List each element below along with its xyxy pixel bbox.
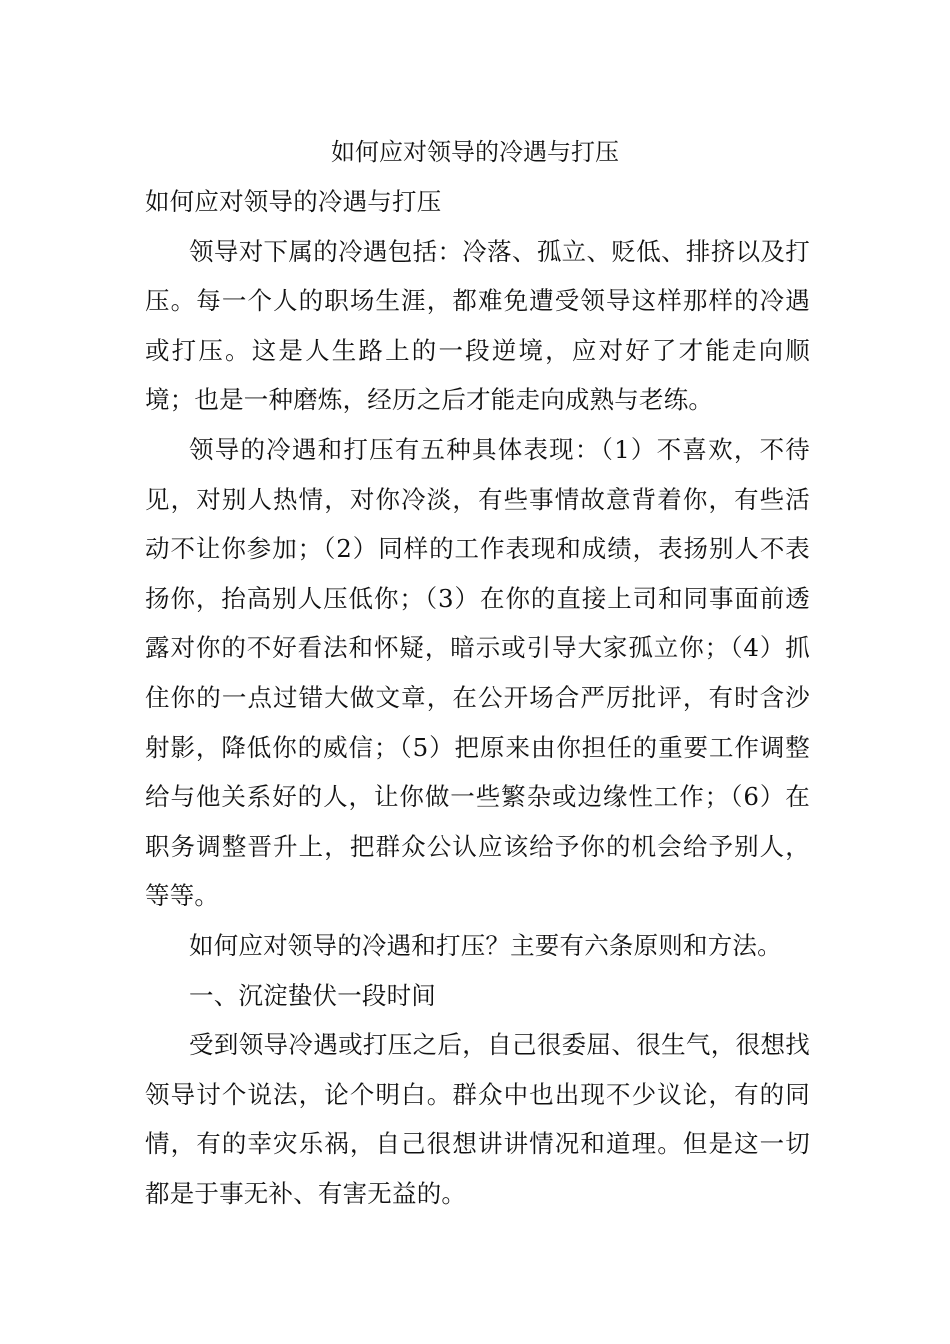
paragraph-methods-intro: 如何应对领导的冷遇和打压？主要有六条原则和方法。 [189,930,782,960]
paragraph-manifestations: 领导的冷遇和打压有五种具体表现：（1）不喜欢，不待见，对别人热情，对你冷淡，有些事情故意背着你，有些活动不让你参加；（2）同样的工作表现和成绩，表扬别人不表扬你，抬高别人压低你；（3）在你的直接上司和同事面前透露对你的不好看法和怀疑，暗示或引导大家孤立你；（4）抓住你的一点过错大做文章，在公开场合严厉批评，有时含沙射影，降低你的威信；（5）把原来由你担任的重要工作调整给与他关系好的人，让你做一些繁杂或边缘性工作；（6）在职务调整晋升上，把群众公认应该给予你的机会给予别人，等等。 [145,434,810,911]
document-title: 如何应对领导的冷遇与打压 [331,138,619,166]
section-heading-1: 一、沉淀蛰伏一段时间 [189,980,436,1010]
paragraph-intro: 领导对下属的冷遇包括：冷落、孤立、贬低、排挤以及打压。每一个人的职场生涯，都难免遭受领导这样那样的冷遇或打压。这是人生路上的一段逆境，应对好了才能走向顺境；也是一种磨炼，经历之后才能走向成熟与老练。 [145,236,810,415]
document-body [145,177,810,1218]
paragraph-section-1: 受到领导冷遇或打压之后，自己很委屈、很生气，很想找领导讨个说法，论个明白。群众中也出现不少议论，有的同情，有的幸灾乐祸，自己很想讲讲情况和道理。但是这一切都是于事无补、有害无益的。 [145,1030,810,1208]
article-heading: 如何应对领导的冷遇与打压 [145,187,442,216]
